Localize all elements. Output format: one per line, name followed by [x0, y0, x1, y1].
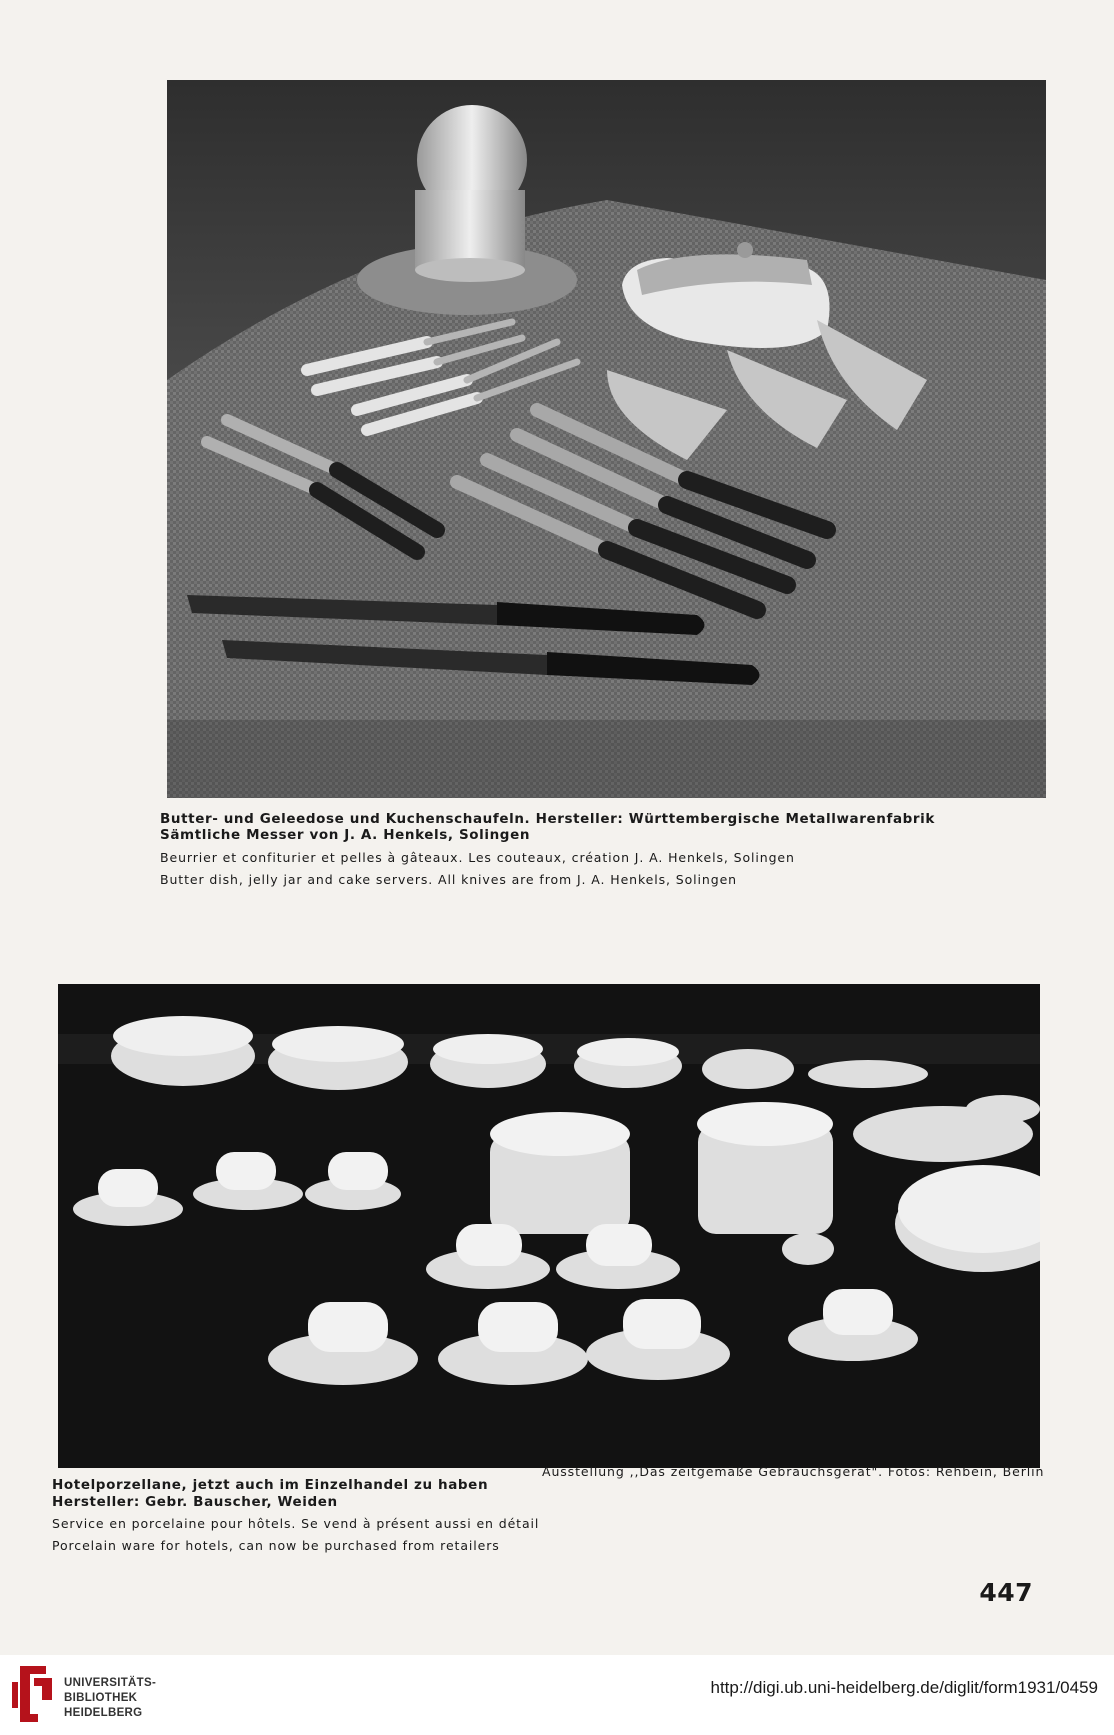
- figure1-caption-french: Beurrier et confiturier et pelles à gâteaux. Les couteaux, création J. A. Henkels, Solingen: [160, 850, 795, 865]
- figure2-caption-english: Porcelain ware for hotels, can now be purchased from retailers: [52, 1538, 500, 1553]
- figure2-caption-german-line1: Hotelporzellane, jetzt auch im Einzelhandel zu haben: [52, 1477, 489, 1493]
- library-name-line3: HEIDELBERG: [64, 1707, 143, 1719]
- photo-credit: Ausstellung ,,Das zeitgemäße Gebrauchsgerät". Fotos: Rehbein, Berlin: [542, 1464, 1045, 1479]
- figure1-caption-german-line1: Butter- und Geleedose und Kuchenschaufeln. Hersteller: Württembergische Metallwarenfabrik: [160, 811, 935, 827]
- photo-hotel-porcelain: [58, 984, 1040, 1468]
- source-url-link[interactable]: http://digi.ub.uni-heidelberg.de/diglit/form1931/0459: [710, 1678, 1098, 1697]
- library-name-line1: UNIVERSITÄTS-: [64, 1677, 157, 1689]
- heidelberg-university-library-logo-icon: [8, 1660, 58, 1728]
- figure1-caption-english: Butter dish, jelly jar and cake servers. All knives are from J. A. Henkels, Solingen: [160, 872, 737, 887]
- figure1-caption-german-line2: Sämtliche Messer von J. A. Henkels, Solingen: [160, 827, 531, 843]
- figure2-caption-german-line2: Hersteller: Gebr. Bauscher, Weiden: [52, 1494, 338, 1510]
- page-number: 447: [979, 1578, 1033, 1607]
- photo-metalware-knives: [167, 80, 1046, 798]
- library-name-line2: BIBLIOTHEK: [64, 1692, 138, 1704]
- figure2-caption-french: Service en porcelaine pour hôtels. Se vend à présent aussi en détail: [52, 1516, 540, 1531]
